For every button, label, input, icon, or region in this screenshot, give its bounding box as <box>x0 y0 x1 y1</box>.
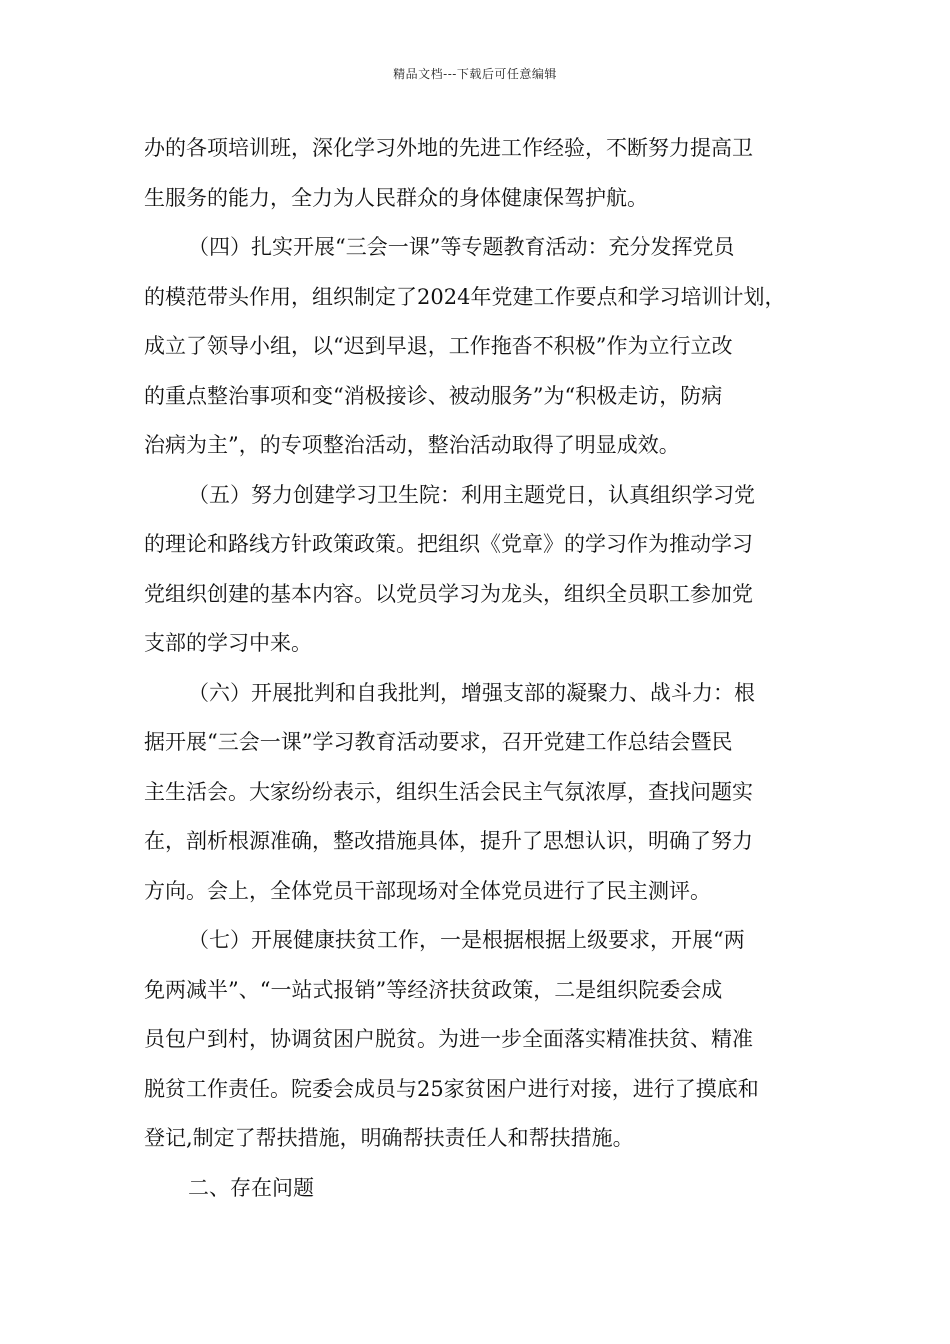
text-line: 成立了领导小组，以“迟到早退，工作拖沓不积极”作为立行立改 <box>144 334 733 358</box>
text-line: 支部的学习中来。 <box>144 631 312 655</box>
text-line: 登记,制定了帮扶措施，明确帮扶责任人和帮扶措施。 <box>144 1126 634 1150</box>
document-body <box>144 124 810 1213</box>
text-line: 的模范带头作用，组织制定了2024年党建工作要点和学习培训计划， <box>144 284 786 309</box>
text-line: 生服务的能力，全力为人民群众的身体健康保驾护航。 <box>144 185 648 210</box>
paragraph-heading-line: （四）扎实开展“三会一课”等专题教育活动：充分发挥党员 <box>188 235 735 259</box>
paragraph-heading-line: （五）努力创建学习卫生院：利用主题党日，认真组织学习党 <box>188 482 755 507</box>
section-heading: 二、存在问题 <box>188 1175 314 1200</box>
text-line: 员包户到村，协调贫困户脱贫。为进一步全面落实精准扶贫、精准 <box>144 1027 753 1051</box>
text-line: 在，剖析根源准确，整改措施具体，提升了思想认识，明确了努力 <box>144 829 753 853</box>
text-line: 的理论和路线方针政策政策。把组织《党章》的学习作为推动学习 <box>144 532 753 556</box>
text-line: 脱贫工作责任。院委会成员与25家贫困户进行对接，进行了摸底和 <box>144 1076 759 1101</box>
text-line: 党组织创建的基本内容。以党员学习为龙头，组织全员职工参加党 <box>144 581 753 606</box>
text-line: 方向。会上，全体党员干部现场对全体党员进行了民主测评。 <box>144 878 711 903</box>
paragraph-heading-line: （六）开展批判和自我批判，增强支部的凝聚力、战斗力：根 <box>188 680 755 705</box>
text-line: 据开展“三会一课”学习教育活动要求，召开党建工作总结会暨民 <box>144 730 733 754</box>
paragraph-heading-line: （七）开展健康扶贫工作，一是根据根据上级要求，开展“两 <box>188 928 745 952</box>
text-line: 办的各项培训班，深化学习外地的先进工作经验，不断努力提高卫 <box>144 136 753 160</box>
page-header: 精品文档---下载后可任意编辑 <box>393 67 557 81</box>
text-line: 免两减半”、“一站式报销”等经济扶贫政策，二是组织院委会成 <box>144 977 723 1002</box>
text-line: 治病为主”，的专项整治活动，整治活动取得了明显成效。 <box>144 433 680 457</box>
text-line: 主生活会。大家纷纷表示，组织生活会民主气氛浓厚，查找问题实 <box>144 779 753 804</box>
text-line: 的重点整治事项和变“消极接诊、被动服务”为“积极走访，防病 <box>144 383 723 408</box>
